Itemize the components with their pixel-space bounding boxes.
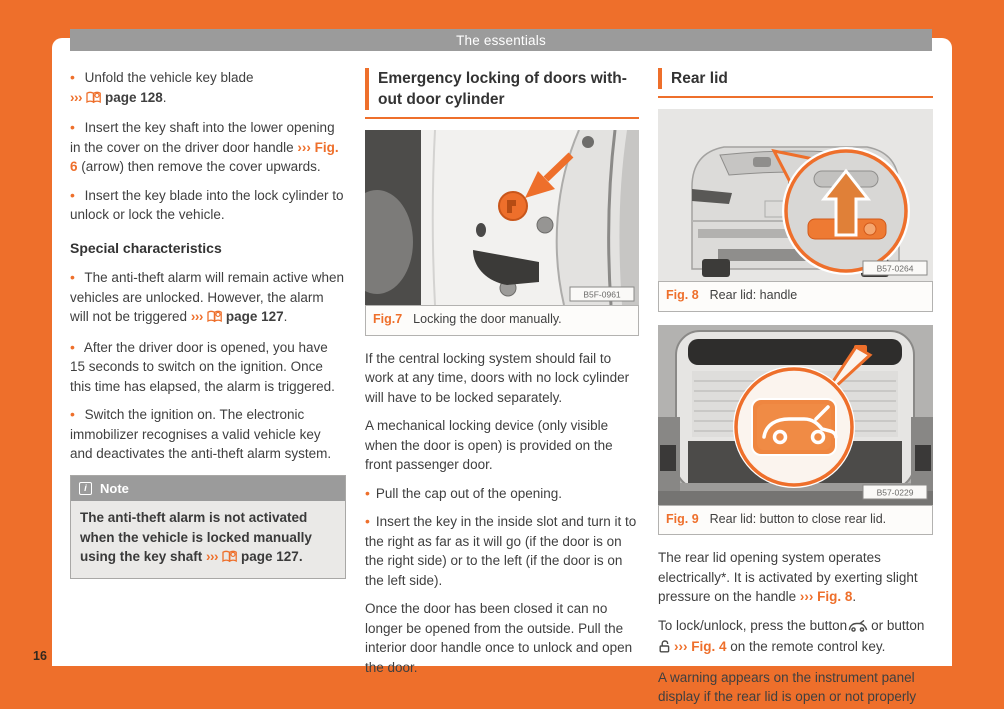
note-title: Note [100,480,129,496]
note-header [71,476,345,502]
bullet-driver-door-15s: • After the driver door is opened, you have 15 seconds to switch on the ignition. Once this time has elapsed, the alarm is triggered. [70,338,346,397]
heading-rule [365,117,639,119]
right-column [658,68,933,704]
bullet-pull-cap: • Pull the cap out of the opening. [365,484,639,504]
figure-7 [365,130,639,336]
book-reference-icon [222,549,238,569]
fig9-caption: Fig. 9 Rear lid: button to close rear lid. [658,505,933,536]
fig7-code-box [570,287,634,301]
heading-rear-lid [658,68,933,98]
book-reference-icon [86,90,102,110]
heading-text: Rear lid [658,68,933,89]
fig9-illustration [658,325,933,505]
fig7-illustration [365,130,639,305]
car-rear-handle-illustration [658,109,933,281]
book-reference-icon [207,309,223,329]
fig8-illustration [658,109,933,281]
svg-text:B5F-0961: B5F-0961 [583,289,621,300]
note-box [70,475,346,579]
bullet-alarm-active: • The anti-theft alarm will remain active when vehicles are unlocked. However, the alarm will not be triggered ››› page 127. [70,268,346,329]
content-columns [52,38,952,704]
heading-emergency-locking [365,68,639,119]
fig8-code-box [863,261,927,275]
section-header-bar [70,29,932,51]
bullet-switch-ignition: • Switch the ignition on. The electronic immobilizer recognises a valid vehicle key and deactivates the anti-theft alarm system. [70,405,346,464]
svg-text:B57-0229: B57-0229 [876,487,914,497]
middle-column [365,68,639,675]
para-mechanical-device: A mechanical locking device (only visible when the door is open) is provided on the front passenger door. [365,418,613,472]
para-central-locking-fail: If the central locking system should fail to work at any time, doors with no lock cylinder will have to be locked separately. [365,350,630,405]
open-rear-lid-illustration [658,325,933,505]
bullet-insert-key-slot: • Insert the key in the inside slot and turn it to the right as far as it will go (if the door is on the right side) or to the left (if the door is on the left side). [365,512,639,590]
para-door-closed: Once the door has been closed it can no longer be opened from the outside. Pull the interior door handle once to unlock and open the door. [365,601,633,675]
subheading-special-characteristics: Special characteristics [70,239,222,256]
bullet-insert-key-shaft: • Insert the key shaft into the lower opening in the cover on the driver door handle ››› Fig. 6 (arrow) then remove the cover upwards. [70,118,346,177]
bullet-insert-key-blade: • Insert the key blade into the lock cylinder to unlock or lock the vehicle. [70,186,346,225]
unlock-remote-button-icon [659,639,671,659]
left-column [70,68,346,666]
svg-text:B57-0264: B57-0264 [876,263,914,274]
figure-9 [658,325,933,536]
heading-text: Emergency locking of doors with- out door cylinder [365,68,639,110]
door-lock-illustration [365,130,639,305]
fig9-code-box [863,485,927,499]
para-lock-unlock: To lock/unlock, press the button or button››› Fig. 4 on the remote control key. [658,616,933,659]
note-body: The anti-theft alarm is not activated when the vehicle is locked manually using the key shaft ››› page 127. [71,501,345,578]
section-title: The essentials [456,32,546,48]
page-number: 16 [33,649,47,663]
info-icon: i [79,482,92,495]
rear-lid-remote-button-icon [848,618,868,638]
fig8-caption: Fig. 8 Rear lid: handle [658,281,933,312]
figure-8 [658,109,933,312]
fig7-caption: Fig.7 Locking the door manually. [365,305,639,336]
para-opening-system: The rear lid opening system operates electrically*. It is activated by exerting slight pressure on the handle ››› Fig. 8. [658,550,918,604]
para-warning-display: A warning appears on the instrument panel display if the rear lid is open or not properly [658,669,917,704]
bullet-unfold-key: • Unfold the vehicle key blade ››› page 128. [70,68,346,109]
heading-rule [658,96,933,98]
